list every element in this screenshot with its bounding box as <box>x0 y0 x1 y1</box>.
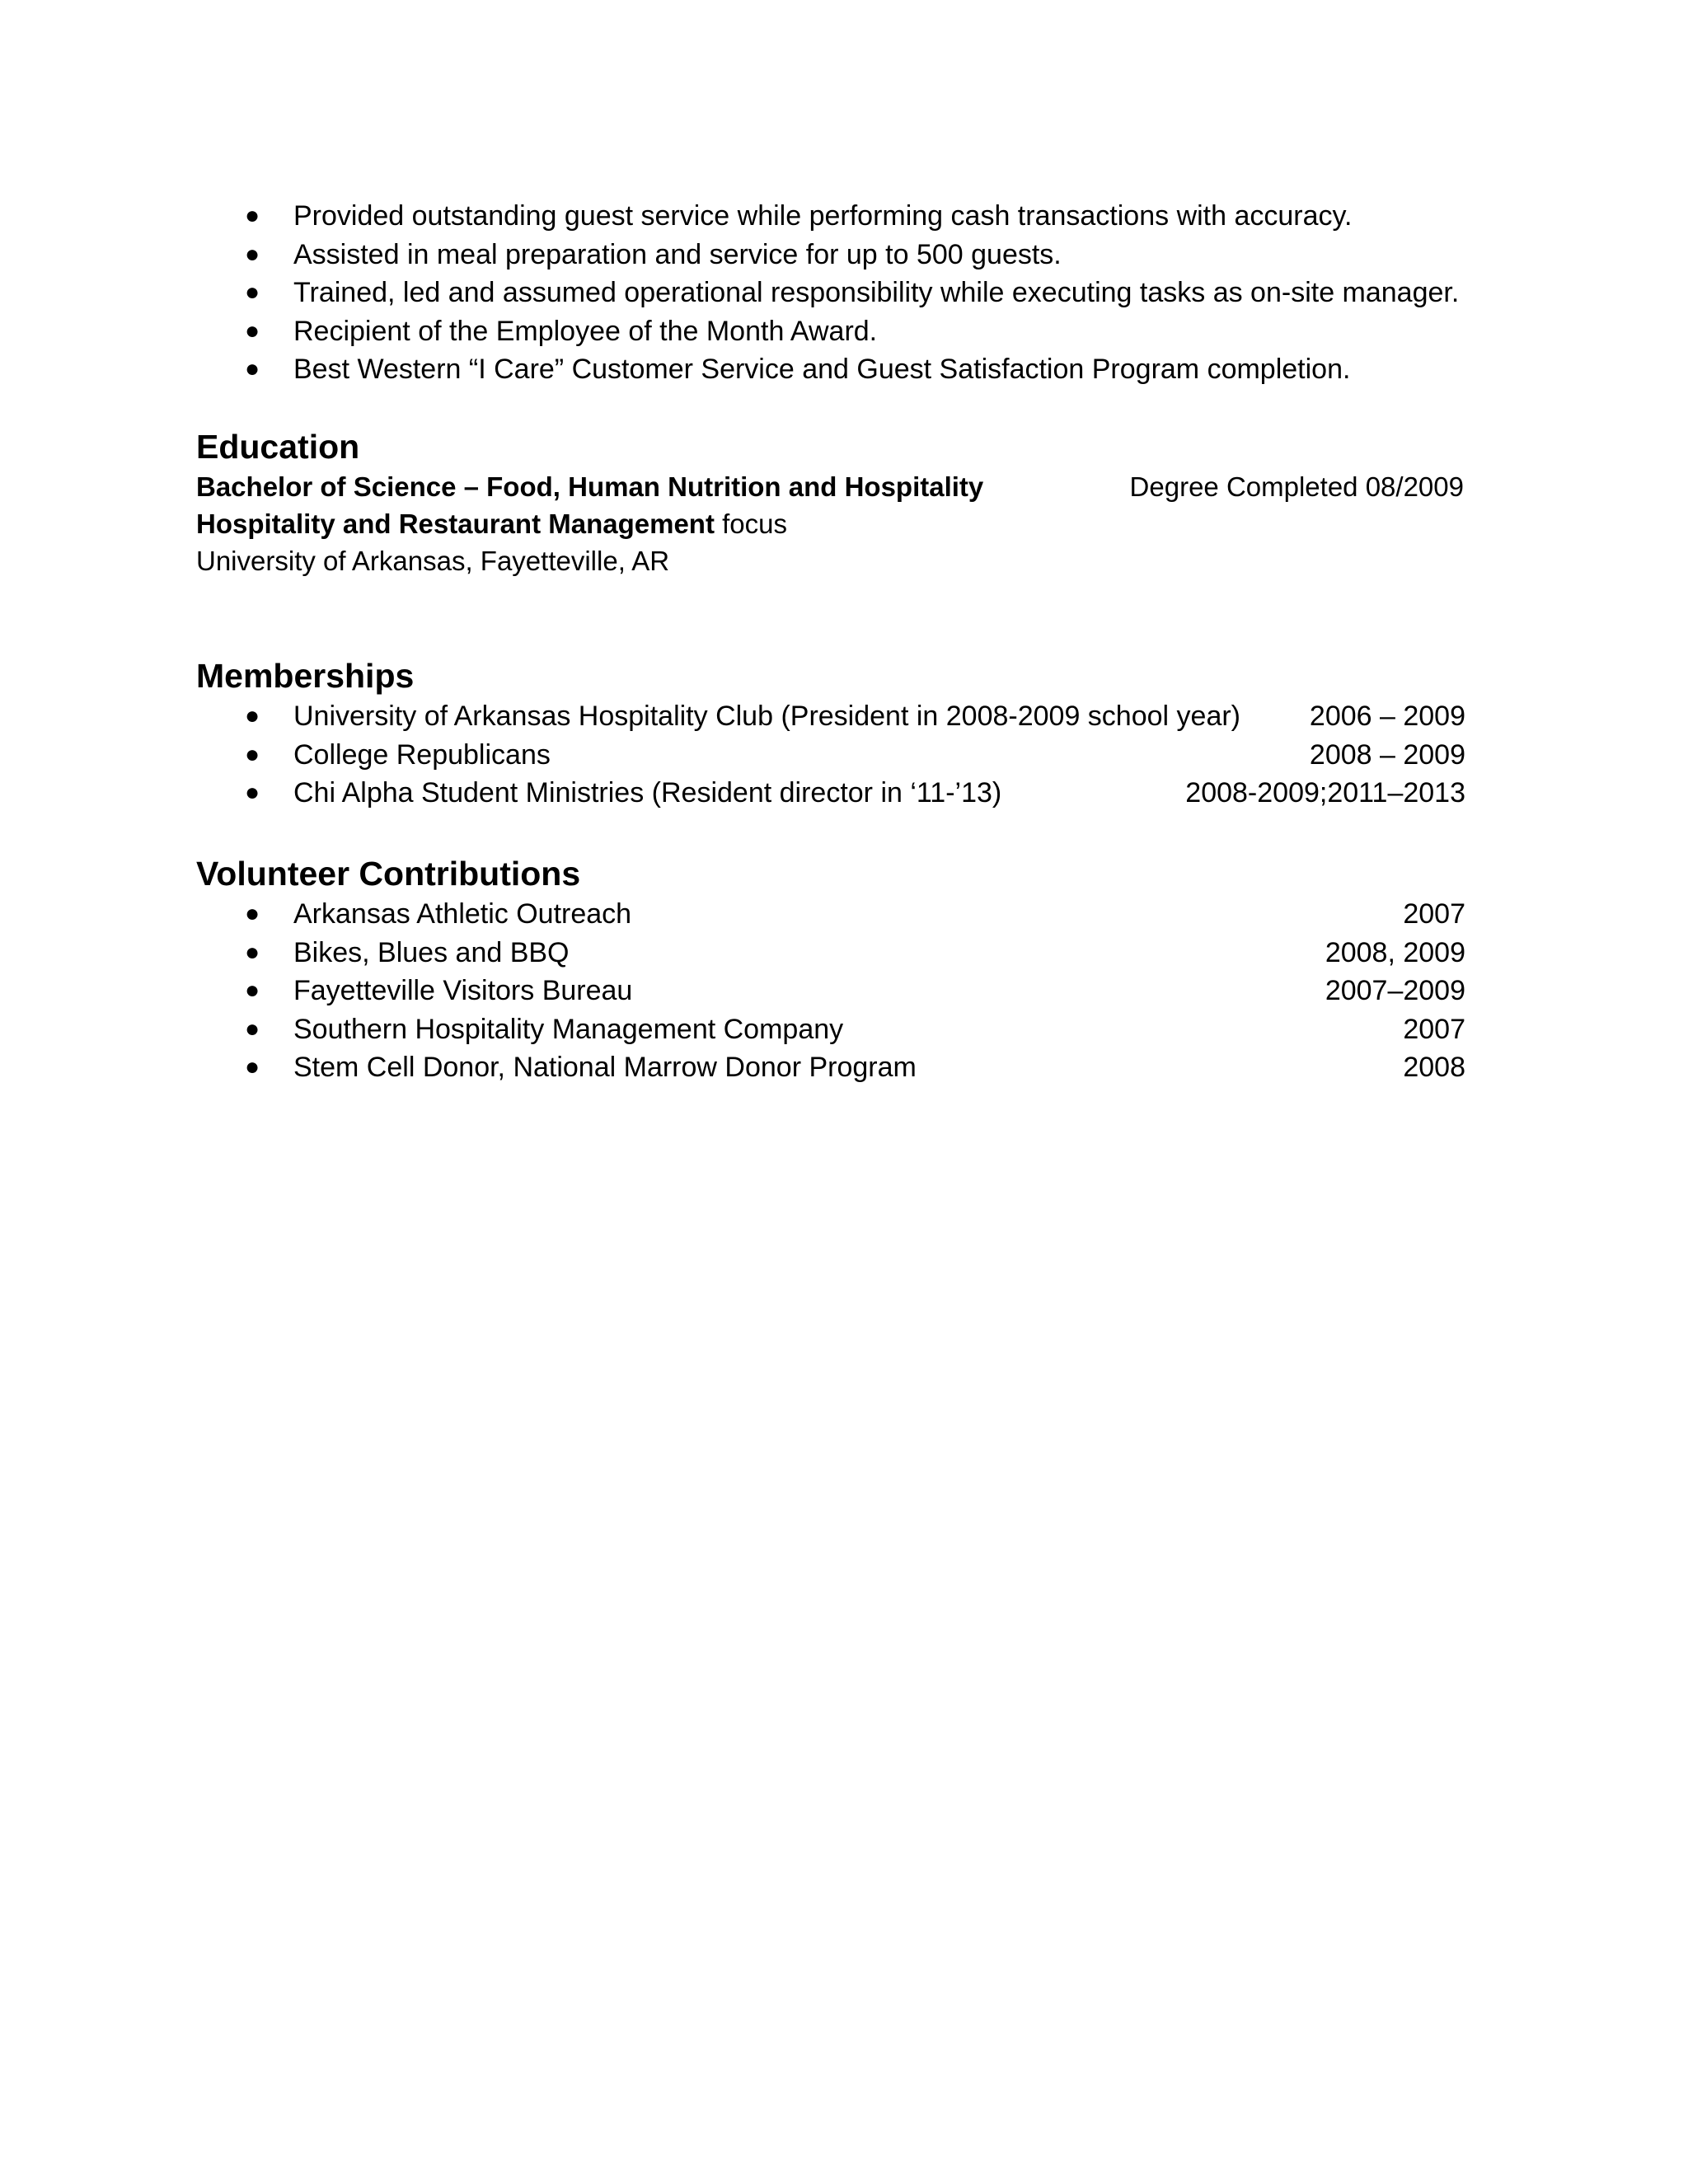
memberships-heading: Memberships <box>196 657 415 695</box>
bullet-icon: ● <box>244 740 260 768</box>
bullet-icon: ● <box>244 900 260 927</box>
list-item-text: Best Western “I Care” Customer Service and Guest Satisfaction Program completion. <box>293 354 1351 385</box>
list-item-text: Recipient of the Employee of the Month Award. <box>293 315 878 347</box>
list-item <box>196 697 1465 736</box>
experience-bullet-list <box>196 197 1465 389</box>
education-section <box>196 425 1465 579</box>
volunteer-heading: Volunteer Contributions <box>196 855 581 893</box>
volunteer-list <box>196 895 1465 1087</box>
bullet-icon: ● <box>244 938 260 966</box>
school-line: University of Arkansas, Fayetteville, AR <box>196 546 670 576</box>
list-item-text: Southern Hospitality Management Company <box>293 1013 844 1045</box>
list-item-text: Stem Cell Donor, National Marrow Donor Program <box>293 1052 917 1083</box>
list-item-date: 2008-2009;2011–2013 <box>1185 777 1465 808</box>
bullet-icon: ● <box>244 1015 260 1043</box>
list-item-text: Assisted in meal preparation and service for up to 500 guests. <box>293 238 1062 270</box>
degree-completed: Degree Completed 08/2009 <box>1129 471 1464 502</box>
list-item-date: 2006 – 2009 <box>1309 701 1465 732</box>
volunteer-section <box>196 852 1465 1087</box>
list-item-date: 2007–2009 <box>1325 975 1465 1006</box>
list-item-date: 2007 <box>1403 1013 1465 1045</box>
list-item <box>196 312 1465 351</box>
list-item-text: Fayetteville Visitors Bureau <box>293 975 633 1006</box>
bullet-icon: ● <box>244 316 260 344</box>
bullet-icon: ● <box>244 355 260 382</box>
list-item-text: Arkansas Athletic Outreach <box>293 898 632 930</box>
bullet-icon: ● <box>244 1053 260 1080</box>
list-item-text: University of Arkansas Hospitality Club (President in 2008-2009 school year) <box>293 701 1240 732</box>
list-item <box>196 934 1465 972</box>
memberships-section <box>196 654 1465 813</box>
list-item <box>196 274 1465 312</box>
list-item-text: College Republicans <box>293 738 551 771</box>
bullet-icon: ● <box>244 779 260 806</box>
degree-title: Bachelor of Science – Food, Human Nutrition and Hospitality <box>196 471 984 502</box>
list-item <box>196 1048 1465 1087</box>
list-item <box>196 774 1465 813</box>
degree-line <box>196 468 1465 505</box>
list-item-text: Chi Alpha Student Ministries (Resident director in ‘11-’13) <box>293 777 1002 808</box>
list-item <box>196 972 1465 1010</box>
memberships-list <box>196 697 1465 813</box>
list-item-date: 2008, 2009 <box>1325 936 1465 968</box>
list-item <box>196 895 1465 934</box>
bullet-icon: ● <box>244 240 260 268</box>
list-item-date: 2008 – 2009 <box>1309 738 1465 771</box>
list-item <box>196 350 1465 389</box>
list-item <box>196 236 1465 274</box>
focus-bold: Hospitality and Restaurant Management <box>196 509 715 539</box>
list-item-date: 2007 <box>1403 898 1465 930</box>
focus-suffix: focus <box>714 509 787 539</box>
list-item <box>196 1010 1465 1049</box>
list-item <box>196 736 1465 775</box>
bullet-icon: ● <box>244 279 260 306</box>
bullet-icon: ● <box>244 202 260 229</box>
bullet-icon: ● <box>244 977 260 1004</box>
list-item-text: Provided outstanding guest service while performing cash transactions with accuracy. <box>293 200 1353 232</box>
experience-section <box>196 197 1465 389</box>
education-heading: Education <box>196 428 360 466</box>
list-item-text: Bikes, Blues and BBQ <box>293 936 570 968</box>
focus-line <box>196 505 1465 542</box>
list-item-date: 2008 <box>1403 1052 1465 1083</box>
list-item-text: Trained, led and assumed operational responsibility while executing tasks as on-site manager. <box>293 277 1460 308</box>
bullet-icon: ● <box>244 702 260 729</box>
list-item <box>196 197 1465 236</box>
